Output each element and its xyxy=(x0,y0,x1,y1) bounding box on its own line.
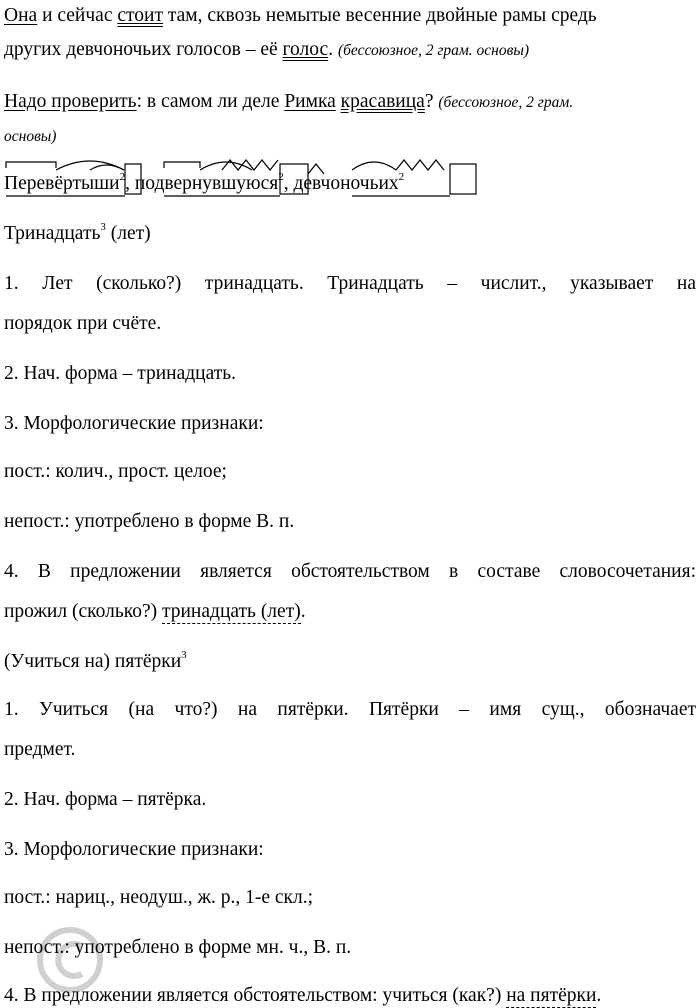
text-line-8: порядок при счёте. xyxy=(4,313,162,334)
root-arc-mark xyxy=(352,162,396,170)
text-line-20: пост.: нариц., неодуш., ж. р., 1-е скл.; xyxy=(4,887,314,908)
text-line-21: непост.: употреблено в форме мн. ч., В. п. xyxy=(4,937,352,958)
text-line-14: прожил (сколько?) тринадцать (лет). xyxy=(4,601,306,622)
watermark-icon xyxy=(30,880,180,1000)
suffix-mark xyxy=(396,160,444,170)
text-line-16: 1. Учиться (на что?) на пятёрки. Пятёрки – имя сущ., обозначает xyxy=(4,699,696,720)
text-line-13: 4. В предложении является обстоятельством в составе словосочетания: xyxy=(4,561,696,582)
adverbial-phrase: на пятёрки xyxy=(506,985,597,1006)
text-line-9: 2. Нач. форма – тринадцать. xyxy=(4,363,237,384)
prefix-mark xyxy=(164,162,200,168)
syntax-note: (бессоюзное, 2 грам. xyxy=(438,94,574,111)
subject-phrase: Надо проверить xyxy=(4,91,137,112)
syntax-note: (бессоюзное, 2 грам. основы) xyxy=(337,42,530,59)
text-line-18: 2. Нач. форма – пятёрка. xyxy=(4,789,207,810)
predicate-word: красавица xyxy=(340,91,425,112)
subject-word: Римка xyxy=(284,91,336,112)
text-line-7: 1. Лет (сколько?) тринадцать. Тринадцать – числит., указывает на xyxy=(4,273,696,294)
subject-word: Она xyxy=(4,5,38,26)
ending-box xyxy=(450,164,476,194)
syntax-note: основы) xyxy=(4,128,57,145)
adverbial-phrase: тринадцать (лет) xyxy=(161,601,301,622)
predicate-word: голос xyxy=(282,39,329,60)
morpheme-word: девчоночьих xyxy=(293,173,399,194)
text-line-17: предмет. xyxy=(4,739,76,760)
morpheme-word: подвернувшуюся xyxy=(134,173,279,194)
morpheme-word: Перевёртыши xyxy=(4,173,120,194)
text-line-6: Тринадцать$^3$ (лет) xyxy=(4,220,151,244)
predicate-word: стоит xyxy=(117,5,163,26)
text-line-1: Она и сейчас стоит там, сквозь немытые весенние двойные рамы средь xyxy=(4,5,597,26)
text-line-15: (Учиться на) пятёрки$^3$ xyxy=(4,648,187,672)
text-line-12: непост.: употреблено в форме В. п. xyxy=(4,511,295,532)
text-line-10: 3. Морфологические признаки: xyxy=(4,413,264,434)
text-line-11: пост.: колич., прост. целое; xyxy=(4,461,227,482)
text-line-3: Надо проверить: в самом ли деле Римка красавица? (бессоюзное, 2 грам. xyxy=(4,91,574,112)
text-line-4 xyxy=(4,124,56,149)
text-line-22: 4. В предложении является обстоятельством: учиться (как?) на пятёрки. xyxy=(4,985,602,1006)
suffix-mark xyxy=(90,165,124,170)
text-line-19: 3. Морфологические признаки: xyxy=(4,839,264,860)
prefix-mark xyxy=(6,162,56,168)
text-line-2: других девчоночьих голосов – её голос. (бессоюзное, 2 грам. основы) xyxy=(4,39,530,60)
text-line-5: Перевёртыши$^2$, подвернувшуюся$^2$, девчоночьих$^2$ xyxy=(4,170,405,194)
